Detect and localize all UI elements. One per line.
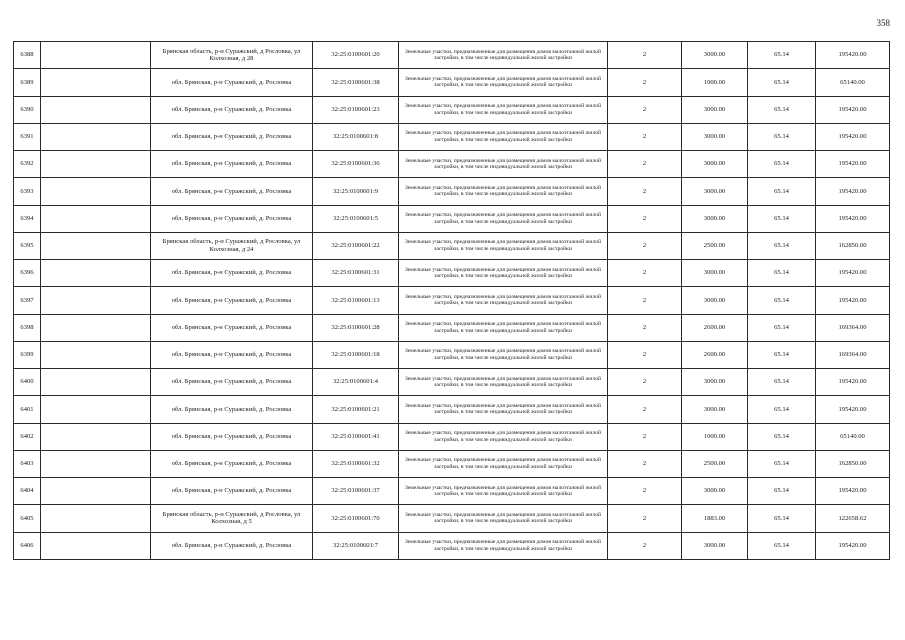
cadastral-value-cell: 65140.00	[816, 423, 890, 450]
area-cell: 3000.00	[682, 123, 748, 150]
cadastral-value-cell: 162850.00	[816, 232, 890, 259]
row-number-cell: 6398	[14, 314, 41, 341]
row-number-cell: 6393	[14, 178, 41, 205]
cadastral-number-cell: 32:25:0100601:37	[313, 478, 399, 505]
category-cell: 2	[608, 505, 682, 532]
row-number-cell: 6402	[14, 423, 41, 450]
address-cell: обл. Брянская, р-н Суражский, д. Рословка	[151, 260, 313, 287]
specific-value-cell: 65.14	[748, 423, 816, 450]
empty-cell	[41, 532, 151, 559]
empty-cell	[41, 314, 151, 341]
land-use-cell: Земельные участки, предназначенные для размещения домов малоэтажной жилой застройки, в том числе индивидуальной жилой застройки	[399, 478, 608, 505]
address-cell: обл. Брянская, р-н Суражский, д. Рословка	[151, 69, 313, 96]
table-row	[14, 205, 890, 232]
specific-value-cell: 65.14	[748, 232, 816, 259]
cadastral-value-cell: 162850.00	[816, 450, 890, 477]
category-cell: 2	[608, 341, 682, 368]
land-use-cell: Земельные участки, предназначенные для размещения домов малоэтажной жилой застройки, в том числе индивидуальной жилой застройки	[399, 42, 608, 69]
land-use-cell: Земельные участки, предназначенные для размещения домов малоэтажной жилой застройки, в том числе индивидуальной жилой застройки	[399, 532, 608, 559]
cadastral-number-cell: 32:25:0100601:22	[313, 232, 399, 259]
cadastral-value-cell: 195420.00	[816, 96, 890, 123]
land-use-cell: Земельные участки, предназначенные для размещения домов малоэтажной жилой застройки, в том числе индивидуальной жилой застройки	[399, 396, 608, 423]
area-cell: 3000.00	[682, 478, 748, 505]
row-number-cell: 6400	[14, 369, 41, 396]
cadastral-value-cell: 195420.00	[816, 178, 890, 205]
cadastral-number-cell: 32:25:0100601:8	[313, 123, 399, 150]
specific-value-cell: 65.14	[748, 287, 816, 314]
cadastral-number-cell: 32:25:0100601:32	[313, 450, 399, 477]
land-use-cell: Земельные участки, предназначенные для размещения домов малоэтажной жилой застройки, в том числе индивидуальной жилой застройки	[399, 260, 608, 287]
category-cell: 2	[608, 151, 682, 178]
specific-value-cell: 65.14	[748, 69, 816, 96]
empty-cell	[41, 369, 151, 396]
row-number-cell: 6388	[14, 42, 41, 69]
cadastral-value-cell: 195420.00	[816, 287, 890, 314]
empty-cell	[41, 505, 151, 532]
area-cell: 3000.00	[682, 532, 748, 559]
specific-value-cell: 65.14	[748, 369, 816, 396]
category-cell: 2	[608, 232, 682, 259]
area-cell: 3000.00	[682, 178, 748, 205]
category-cell: 2	[608, 314, 682, 341]
empty-cell	[41, 423, 151, 450]
empty-cell	[41, 260, 151, 287]
row-number-cell: 6394	[14, 205, 41, 232]
address-cell: обл. Брянская, р-н Суражский, д. Рословка	[151, 532, 313, 559]
land-use-cell: Земельные участки, предназначенные для размещения домов малоэтажной жилой застройки, в том числе индивидуальной жилой застройки	[399, 232, 608, 259]
table-row	[14, 450, 890, 477]
empty-cell	[41, 396, 151, 423]
area-cell: 2600.00	[682, 314, 748, 341]
category-cell: 2	[608, 450, 682, 477]
cadastral-number-cell: 32:25:0100601:20	[313, 42, 399, 69]
empty-cell	[41, 341, 151, 368]
table-row	[14, 69, 890, 96]
cadastral-value-cell: 195420.00	[816, 478, 890, 505]
page-number: 358	[876, 18, 890, 28]
category-cell: 2	[608, 478, 682, 505]
empty-cell	[41, 232, 151, 259]
table-row	[14, 287, 890, 314]
specific-value-cell: 65.14	[748, 178, 816, 205]
empty-cell	[41, 123, 151, 150]
cadastral-number-cell: 32:25:0100601:21	[313, 396, 399, 423]
empty-cell	[41, 287, 151, 314]
cadastral-value-cell: 169364.00	[816, 314, 890, 341]
land-use-cell: Земельные участки, предназначенные для размещения домов малоэтажной жилой застройки, в том числе индивидуальной жилой застройки	[399, 341, 608, 368]
specific-value-cell: 65.14	[748, 123, 816, 150]
area-cell: 2500.00	[682, 232, 748, 259]
category-cell: 2	[608, 69, 682, 96]
land-use-cell: Земельные участки, предназначенные для размещения домов малоэтажной жилой застройки, в том числе индивидуальной жилой застройки	[399, 369, 608, 396]
table-row	[14, 369, 890, 396]
cadastral-value-cell: 195420.00	[816, 205, 890, 232]
land-use-cell: Земельные участки, предназначенные для размещения домов малоэтажной жилой застройки, в том числе индивидуальной жилой застройки	[399, 69, 608, 96]
area-cell: 1000.00	[682, 423, 748, 450]
area-cell: 3000.00	[682, 287, 748, 314]
land-use-cell: Земельные участки, предназначенные для размещения домов малоэтажной жилой застройки, в том числе индивидуальной жилой застройки	[399, 287, 608, 314]
address-cell: обл. Брянская, р-н Суражский, д. Рословка	[151, 396, 313, 423]
cadastral-number-cell: 32:25:0100601:13	[313, 287, 399, 314]
cadastral-number-cell: 32:25:0100601:31	[313, 260, 399, 287]
land-use-cell: Земельные участки, предназначенные для размещения домов малоэтажной жилой застройки, в том числе индивидуальной жилой застройки	[399, 178, 608, 205]
row-number-cell: 6405	[14, 505, 41, 532]
specific-value-cell: 65.14	[748, 205, 816, 232]
area-cell: 3000.00	[682, 396, 748, 423]
table-row	[14, 478, 890, 505]
cadastral-value-cell: 122658.62	[816, 505, 890, 532]
cadastral-number-cell: 32:25:0100601:18	[313, 341, 399, 368]
row-number-cell: 6399	[14, 341, 41, 368]
category-cell: 2	[608, 260, 682, 287]
empty-cell	[41, 478, 151, 505]
specific-value-cell: 65.14	[748, 478, 816, 505]
category-cell: 2	[608, 42, 682, 69]
table-body	[14, 42, 890, 560]
row-number-cell: 6403	[14, 450, 41, 477]
area-cell: 3000.00	[682, 151, 748, 178]
area-cell: 2600.00	[682, 341, 748, 368]
category-cell: 2	[608, 123, 682, 150]
cadastral-value-cell: 195420.00	[816, 532, 890, 559]
table-row	[14, 423, 890, 450]
table-row	[14, 341, 890, 368]
cadastral-number-cell: 32:25:0100601:9	[313, 178, 399, 205]
table-row	[14, 151, 890, 178]
land-use-cell: Земельные участки, предназначенные для размещения домов малоэтажной жилой застройки, в том числе индивидуальной жилой застройки	[399, 151, 608, 178]
address-cell: Брянская область, р-н Суражский, д Рословка, ул Колхозная, д 24	[151, 232, 313, 259]
address-cell: обл. Брянская, р-н Суражский, д. Рословка	[151, 151, 313, 178]
area-cell: 3000.00	[682, 260, 748, 287]
category-cell: 2	[608, 205, 682, 232]
cadastral-number-cell: 32:25:0100601:28	[313, 314, 399, 341]
row-number-cell: 6390	[14, 96, 41, 123]
address-cell: обл. Брянская, р-н Суражский, д. Рословка	[151, 96, 313, 123]
table-row	[14, 314, 890, 341]
address-cell: обл. Брянская, р-н Суражский, д. Рословка	[151, 205, 313, 232]
row-number-cell: 6391	[14, 123, 41, 150]
cadastral-number-cell: 32:25:0100601:5	[313, 205, 399, 232]
area-cell: 3000.00	[682, 369, 748, 396]
address-cell: обл. Брянская, р-н Суражский, д. Рословка	[151, 123, 313, 150]
area-cell: 3000.00	[682, 96, 748, 123]
address-cell: обл. Брянская, р-н Суражский, д. Рословка	[151, 423, 313, 450]
empty-cell	[41, 205, 151, 232]
land-use-cell: Земельные участки, предназначенные для размещения домов малоэтажной жилой застройки, в том числе индивидуальной жилой застройки	[399, 96, 608, 123]
cadastral-number-cell: 32:25:0100601:36	[313, 151, 399, 178]
row-number-cell: 6395	[14, 232, 41, 259]
land-use-cell: Земельные участки, предназначенные для размещения домов малоэтажной жилой застройки, в том числе индивидуальной жилой застройки	[399, 314, 608, 341]
category-cell: 2	[608, 396, 682, 423]
address-cell: обл. Брянская, р-н Суражский, д. Рословка	[151, 450, 313, 477]
table-row	[14, 96, 890, 123]
cadastral-value-cell: 195420.00	[816, 42, 890, 69]
cadastral-value-cell: 195420.00	[816, 123, 890, 150]
land-use-cell: Земельные участки, предназначенные для размещения домов малоэтажной жилой застройки, в том числе индивидуальной жилой застройки	[399, 423, 608, 450]
specific-value-cell: 65.14	[748, 450, 816, 477]
specific-value-cell: 65.14	[748, 505, 816, 532]
empty-cell	[41, 96, 151, 123]
cadastral-value-cell: 195420.00	[816, 396, 890, 423]
category-cell: 2	[608, 178, 682, 205]
category-cell: 2	[608, 287, 682, 314]
row-number-cell: 6404	[14, 478, 41, 505]
specific-value-cell: 65.14	[748, 396, 816, 423]
category-cell: 2	[608, 369, 682, 396]
table-row	[14, 123, 890, 150]
category-cell: 2	[608, 532, 682, 559]
specific-value-cell: 65.14	[748, 532, 816, 559]
cadastral-number-cell: 32:25:0100601:23	[313, 96, 399, 123]
empty-cell	[41, 42, 151, 69]
address-cell: Брянская область, р-н Суражский, д Рословка, ул Колхозная, д 5	[151, 505, 313, 532]
table-row	[14, 42, 890, 69]
category-cell: 2	[608, 423, 682, 450]
land-use-cell: Земельные участки, предназначенные для размещения домов малоэтажной жилой застройки, в том числе индивидуальной жилой застройки	[399, 505, 608, 532]
cadastral-value-cell: 65140.00	[816, 69, 890, 96]
area-cell: 3000.00	[682, 42, 748, 69]
row-number-cell: 6392	[14, 151, 41, 178]
cadastral-value-cell: 169364.00	[816, 341, 890, 368]
specific-value-cell: 65.14	[748, 42, 816, 69]
cadastral-number-cell: 32:25:0100601:38	[313, 69, 399, 96]
specific-value-cell: 65.14	[748, 151, 816, 178]
row-number-cell: 6389	[14, 69, 41, 96]
table-row	[14, 178, 890, 205]
land-use-cell: Земельные участки, предназначенные для размещения домов малоэтажной жилой застройки, в том числе индивидуальной жилой застройки	[399, 450, 608, 477]
empty-cell	[41, 69, 151, 96]
address-cell: обл. Брянская, р-н Суражский, д. Рословка	[151, 287, 313, 314]
address-cell: обл. Брянская, р-н Суражский, д. Рословка	[151, 341, 313, 368]
cadastral-value-cell: 195420.00	[816, 369, 890, 396]
row-number-cell: 6396	[14, 260, 41, 287]
table-row	[14, 505, 890, 532]
address-cell: обл. Брянская, р-н Суражский, д. Рословка	[151, 478, 313, 505]
specific-value-cell: 65.14	[748, 96, 816, 123]
cadastral-number-cell: 32:25:0100601:7	[313, 532, 399, 559]
address-cell: обл. Брянская, р-н Суражский, д. Рословка	[151, 178, 313, 205]
area-cell: 2500.00	[682, 450, 748, 477]
land-use-cell: Земельные участки, предназначенные для размещения домов малоэтажной жилой застройки, в том числе индивидуальной жилой застройки	[399, 205, 608, 232]
specific-value-cell: 65.14	[748, 341, 816, 368]
table-row	[14, 232, 890, 259]
specific-value-cell: 65.14	[748, 314, 816, 341]
cadastral-value-cell: 195420.00	[816, 151, 890, 178]
specific-value-cell: 65.14	[748, 260, 816, 287]
cadastral-number-cell: 32:25:0100601:41	[313, 423, 399, 450]
cadastral-number-cell: 32:25:0100601:70	[313, 505, 399, 532]
cadastral-value-table	[13, 41, 890, 560]
cadastral-value-cell: 195420.00	[816, 260, 890, 287]
row-number-cell: 6401	[14, 396, 41, 423]
empty-cell	[41, 178, 151, 205]
table-row	[14, 260, 890, 287]
empty-cell	[41, 151, 151, 178]
cadastral-number-cell: 32:25:0100601:4	[313, 369, 399, 396]
area-cell: 1000.00	[682, 69, 748, 96]
table-row	[14, 396, 890, 423]
row-number-cell: 6406	[14, 532, 41, 559]
land-use-cell: Земельные участки, предназначенные для размещения домов малоэтажной жилой застройки, в том числе индивидуальной жилой застройки	[399, 123, 608, 150]
area-cell: 1883.00	[682, 505, 748, 532]
table-row	[14, 532, 890, 559]
category-cell: 2	[608, 96, 682, 123]
area-cell: 3000.00	[682, 205, 748, 232]
address-cell: обл. Брянская, р-н Суражский, д. Рословка	[151, 369, 313, 396]
address-cell: обл. Брянская, р-н Суражский, д. Рословка	[151, 314, 313, 341]
empty-cell	[41, 450, 151, 477]
row-number-cell: 6397	[14, 287, 41, 314]
address-cell: Брянская область, р-н Суражский, д Рословка, ул Колхозная, д 28	[151, 42, 313, 69]
